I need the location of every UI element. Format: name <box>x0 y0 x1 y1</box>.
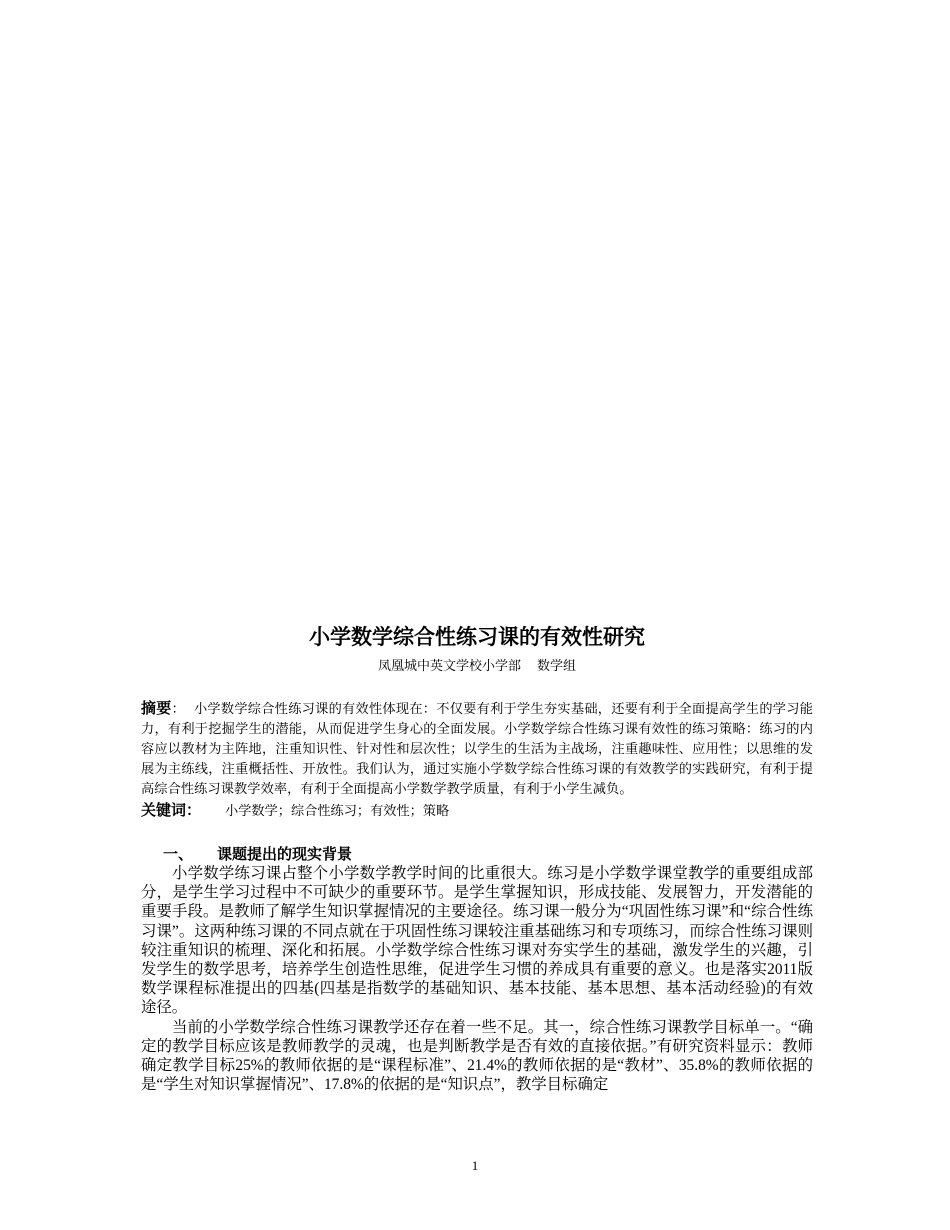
keywords-text: 小学数学；综合性练习；有效性；策略 <box>225 804 450 819</box>
abstract-text: 小学数学综合性练习课的有效性体现在：不仅要有利于学生夯实基础，还要有利于全面提高学生的学习能力，有利于挖掘学生的潜能，从而促进学生身心的全面发展。小学数学综合性练习课有效性的练习策略：练习的内容应以教材为主阵地，注重知识性、针对性和层次性；以学生的生活为主战场，注重趣味性、应用性；以思维的发展为主练线，注重概括性、开放性。我们认为，通过实施小学数学综合性练习课的有效教学的实践研究，有利于提高综合性练习课教学效率，有利于全面提高小学数学教学质量，有利于小学生减负。 <box>141 702 813 797</box>
page-number: 1 <box>471 1158 479 1173</box>
section-number: 一、 <box>163 845 194 863</box>
keywords <box>141 800 813 822</box>
abstract <box>141 698 813 800</box>
author-group: 数学组 <box>537 659 577 674</box>
section-title: 课题提出的现实背景 <box>217 845 353 863</box>
author-unit: 凤凰城中英文学校小学部 <box>377 659 521 674</box>
document-body <box>141 620 813 1094</box>
body-paragraph-1: 小学数学练习课占整个小学数学教学时间的比重很大。练习是小学数学课堂教学的重要组成部分，是学生学习过程中不可缺少的重要环节。是学生掌握知识，形成技能、发展智力，开发潜能的重要手段。是教师了解学生知识掌握情况的主要途径。练习课一般分为“巩固性练习课”和“综合性练习课”。这两种练习课的不同点就在于巩固性练习课较注重基础练习和专项练习，而综合性练习课则较注重知识的梳理、深化和拓展。小学数学综合性练习课对夯实学生的基础，激发学生的兴趣，引发学生的数学思考，培养学生创造性思维，促进学生习惯的养成具有重要的意义。也是落实2011版数学课程标准提出的四基(四基是指数学的基础知识、基本技能、基本思想、基本活动经验)的有效途径。 <box>141 865 813 1017</box>
section-heading <box>141 844 813 864</box>
document-title: 小学数学综合性练习课的有效性研究 <box>309 625 645 649</box>
keywords-label: 关键词： <box>141 801 202 819</box>
abstract-colon: ： <box>171 702 186 717</box>
body-paragraph-2: 当前的小学数学综合性练习课教学还存在着一些不足。其一，综合性练习课教学目标单一。“确定的教学目标应该是教师教学的灵魂，也是判断教学是否有效的直接依据。”有研究资料显示：教师确定教学目标25%的教师依据的是“课程标准”、21.4%的教师依据的是“教材”、35.8%的教师依据的是“学生对知识掌握情况”、17.8%的依据的是“知识点”，教学目标确定 <box>141 1018 813 1094</box>
author-line <box>141 656 813 678</box>
abstract-label: 摘要 <box>141 699 172 717</box>
